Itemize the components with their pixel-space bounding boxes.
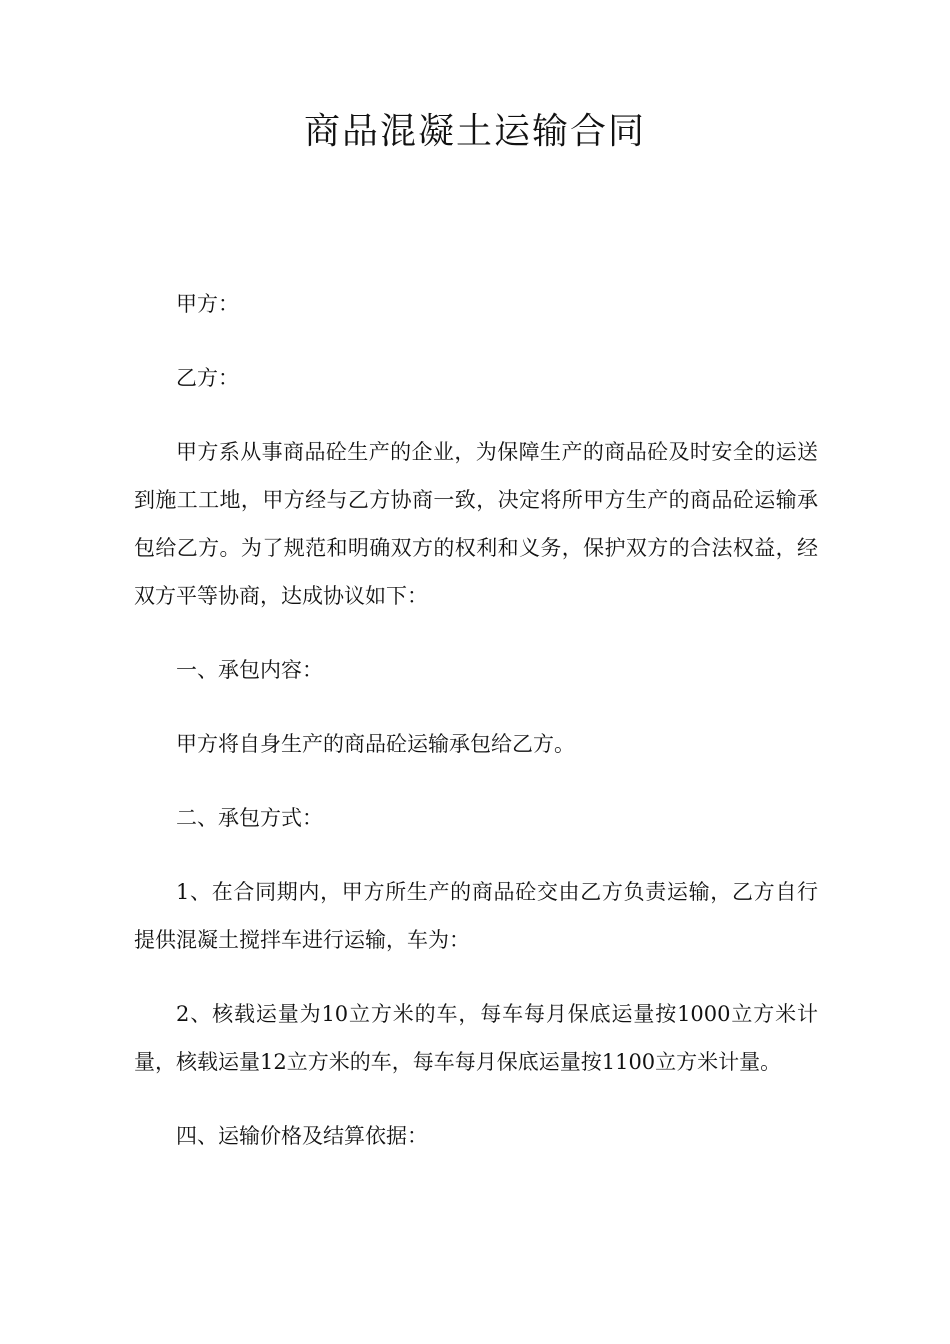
party-b-line: 乙方： [176,366,239,390]
section-heading-contracting-content: 一、承包内容： [176,658,323,682]
contracting-content-paragraph: 甲方将自身生产的商品砼运输承包给乙方。 [176,732,575,756]
document-title: 商品混凝土运输合同 [303,111,646,152]
party-a-line: 甲方： [176,292,239,316]
method-clause-2: 2、核载运量为10立方米的车，每车每月保底运量按1000立方米计量，核载运量12立方米的车，每车每月保底运量按1100立方米计量。 [134,1002,818,1074]
preamble-paragraph: 甲方系从事商品砼生产的企业，为保障生产的商品砼及时安全的运送到施工工地，甲方经与乙方协商一致，决定将所甲方生产的商品砼运输承包给乙方。为了规范和明确双方的权利和义务，保护双方的合法权益，经双方平等协商，达成协议如下： [134,440,818,608]
section-heading-contracting-method: 二、承包方式： [176,806,323,830]
document-body [134,280,818,1186]
section-heading-price-settlement: 四、运输价格及结算依据： [176,1124,428,1148]
method-clause-1: 1、在合同期内，甲方所生产的商品砼交由乙方负责运输，乙方自行提供混凝土搅拌车进行运输，车为： [134,880,818,952]
